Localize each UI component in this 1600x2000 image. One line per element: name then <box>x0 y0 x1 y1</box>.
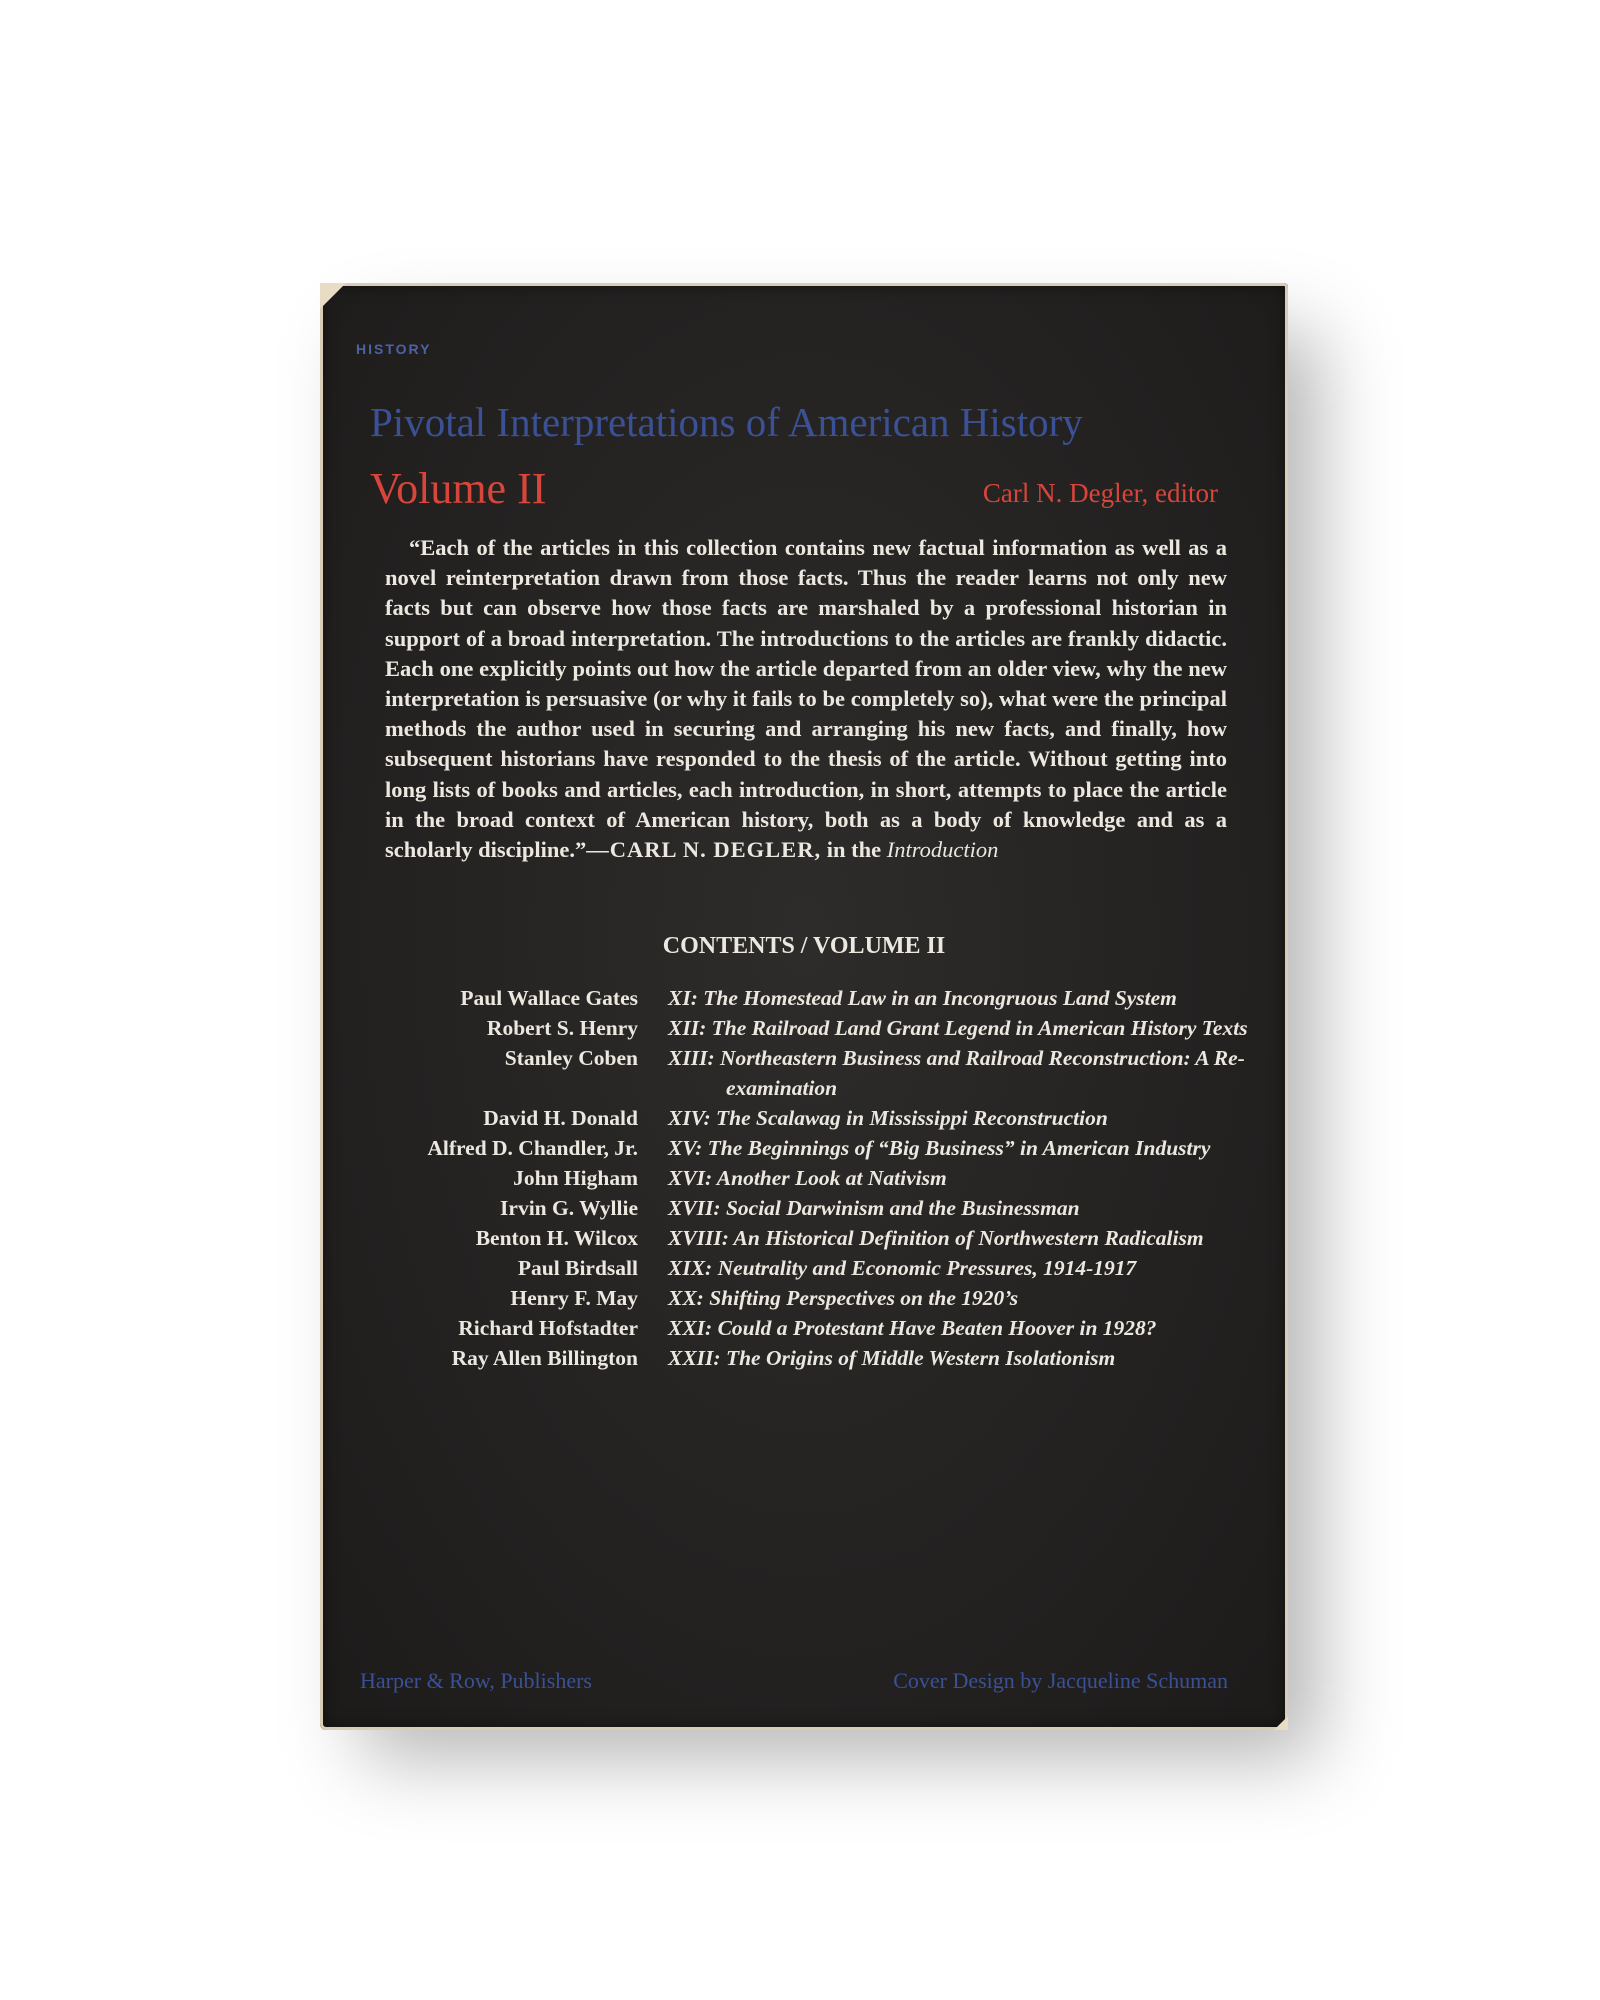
blurb-text: “Each of the articles in this collection contains new factual information as well as a novel reinterpretation drawn from those facts. Thus the reader learns not only new facts but can observe how those facts are marshaled by a professional historian in support of a broad interpretation. The introductions to the articles are frankly didactic. Each one explicitly points out how the article departed from an older view, why the new interpretation is persuasive (or why it fails to be completely so), what were the principal methods the author used in securing and arranging his new facts, and finally, how subsequent historians have responded to the thesis of the article. Without getting into long lists of books and articles, each introduction, in short, attempts to place the article in the broad context of American history, both as a body of knowledge and as a scholarly discipline.” <box>385 535 1227 863</box>
contents-entry <box>360 1253 1260 1283</box>
contents-article-title: XXII: The Origins of Middle Western Isolationism <box>668 1346 1116 1370</box>
contents-article-title: XX: Shifting Perspectives on the 1920’s <box>668 1286 1019 1310</box>
contents-article-title: XVII: Social Darwinism and the Businessman <box>668 1196 1080 1220</box>
contents-article-title: XI: The Homestead Law in an Incongruous Land System <box>668 986 1177 1010</box>
publisher-credit: Harper & Row, Publishers <box>360 1668 592 1693</box>
contents-author: Irvin G. Wyllie <box>500 1196 638 1220</box>
contents-author: David H. Donald <box>483 1106 638 1130</box>
cover-design-credit: Cover Design by Jacqueline Schuman <box>893 1668 1228 1693</box>
contents-entry <box>360 1343 1260 1373</box>
contents-article-title: XXI: Could a Protestant Have Beaten Hoover in 1928? <box>668 1316 1157 1340</box>
contents-article-title: XIII: Northeastern Business and Railroad Reconstruction: A Re-examination <box>668 1046 1245 1100</box>
editor-credit: Carl N. Degler, editor <box>982 478 1218 508</box>
contents-author: Henry F. May <box>510 1286 638 1310</box>
contents-article-title: XIX: Neutrality and Economic Pressures, 1914-1917 <box>668 1256 1137 1280</box>
contents-article-title: XVI: Another Look at Nativism <box>668 1166 947 1190</box>
contents-entry <box>360 1223 1260 1253</box>
contents-article-title: XV: The Beginnings of “Big Business” in American Industry <box>668 1136 1211 1160</box>
contents-entry <box>360 1013 1260 1043</box>
contents-article-title: XVIII: An Historical Definition of Northwestern Radicalism <box>668 1226 1204 1250</box>
contents-author: Paul Birdsall <box>517 1256 638 1280</box>
book-back-cover <box>320 283 1288 1730</box>
volume-label: Volume II <box>370 464 547 513</box>
worn-corner-bottom <box>1274 1716 1288 1730</box>
contents-author: Paul Wallace Gates <box>460 986 638 1010</box>
contents-entry <box>360 1103 1260 1133</box>
contents-author: Benton H. Wilcox <box>475 1226 638 1250</box>
contents-author: Richard Hofstadter <box>458 1316 638 1340</box>
blurb-attribution-in: in the <box>826 837 882 863</box>
blurb-attribution-name: —CARL N. DEGLER, <box>586 837 822 863</box>
category-label: HISTORY <box>356 341 432 357</box>
contents-entry <box>360 1133 1260 1163</box>
contents-entry <box>360 1313 1260 1343</box>
table-of-contents <box>360 983 1260 1373</box>
contents-author: Alfred D. Chandler, Jr. <box>427 1136 638 1160</box>
book-title: Pivotal Interpretations of American History <box>370 399 1083 445</box>
contents-author: Ray Allen Billington <box>451 1346 638 1370</box>
contents-author: Stanley Coben <box>504 1046 638 1070</box>
contents-heading: CONTENTS / VOLUME II <box>662 933 946 959</box>
contents-article-title: XIV: The Scalawag in Mississippi Reconstruction <box>668 1106 1108 1130</box>
blurb-attribution-work: Introduction <box>886 837 999 863</box>
contents-entry <box>360 1283 1260 1313</box>
contents-entry <box>360 1163 1260 1193</box>
worn-corner <box>320 283 346 309</box>
contents-author: Robert S. Henry <box>486 1016 638 1040</box>
contents-author: John Higham <box>513 1166 638 1190</box>
blurb-paragraph <box>385 533 1227 865</box>
contents-entry <box>360 1193 1260 1223</box>
contents-article-title: XII: The Railroad Land Grant Legend in American History Texts <box>668 1016 1248 1040</box>
contents-entry <box>360 1043 1260 1103</box>
contents-entry <box>360 983 1260 1013</box>
